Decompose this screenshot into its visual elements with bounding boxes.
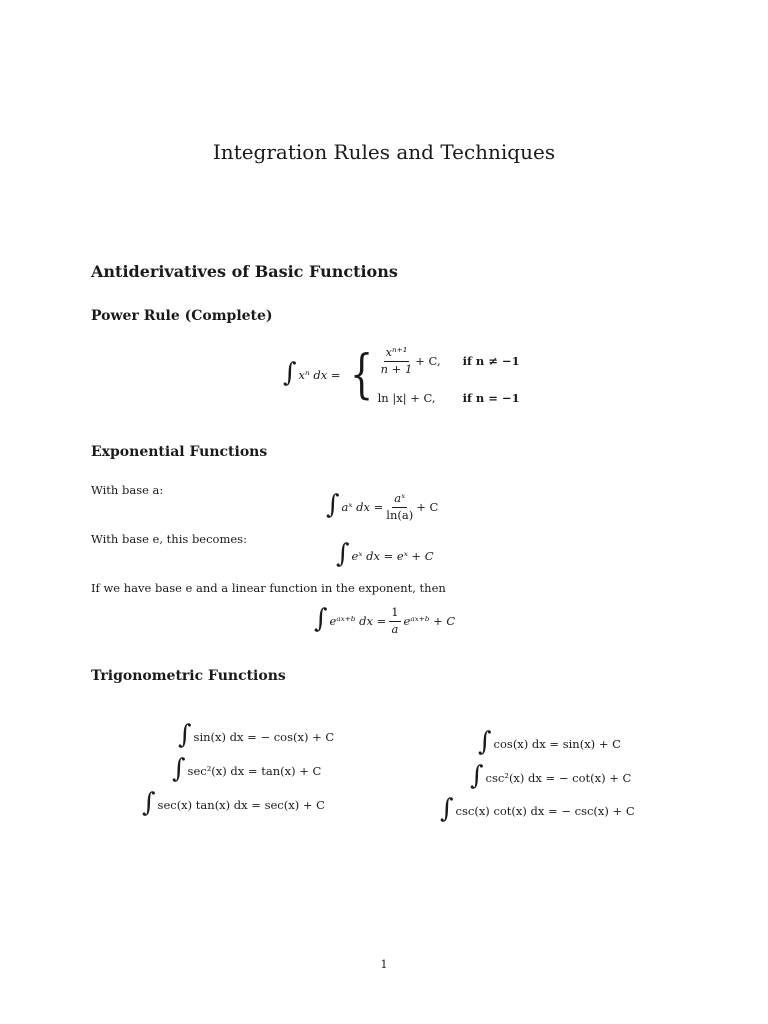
- power-rule-numerator: xⁿ⁺¹: [384, 346, 410, 362]
- power-rule-lhs: xⁿ dx =: [298, 368, 341, 383]
- trig-right-2: [470, 761, 632, 791]
- exp-eq1-denominator: ln(a): [386, 507, 414, 522]
- trig-left-1-text: sin(x) dx = − cos(x) + C: [193, 730, 335, 744]
- power-rule-case2-condition: if n = −1: [462, 390, 520, 405]
- exponential-text-linear: If we have base e and a linear function in the exponent, then: [91, 581, 446, 595]
- exponential-equation-base-a: [326, 492, 438, 523]
- exponential-text-base-a: With base a:: [91, 483, 164, 497]
- integral-symbol: ∫: [314, 604, 328, 635]
- trig-right-3-text: csc(x) cot(x) dx = − csc(x) + C: [455, 804, 635, 818]
- exponential-heading: Exponential Functions: [91, 444, 268, 460]
- exp-eq1-numerator: aˣ: [392, 492, 407, 508]
- trig-heading: Trigonometric Functions: [91, 668, 286, 684]
- power-rule-case1-condition: if n ≠ −1: [462, 354, 520, 369]
- power-rule-fraction: [381, 346, 413, 377]
- exp-eq1-lhs: aˣ dx =: [341, 500, 384, 515]
- exp-eq3-numerator: 1: [389, 606, 400, 622]
- integral-symbol: ∫: [178, 720, 192, 750]
- integral-symbol: ∫: [478, 727, 492, 757]
- power-rule-equation: [283, 346, 520, 405]
- integral-symbol: ∫: [283, 358, 297, 389]
- integral-symbol: ∫: [172, 754, 186, 784]
- integral-symbol: ∫: [326, 490, 340, 521]
- trig-right-2-text: csc²(x) dx = − cot(x) + C: [485, 771, 632, 785]
- trig-right-1-text: cos(x) dx = sin(x) + C: [493, 737, 621, 751]
- integral-symbol: ∫: [142, 788, 156, 818]
- trig-left-3-text: sec(x) tan(x) dx = sec(x) + C: [157, 798, 325, 812]
- exponential-text-base-e: With base e, this becomes:: [91, 532, 247, 546]
- trig-right-3: [440, 794, 635, 824]
- power-rule-denominator: n + 1: [380, 361, 413, 376]
- section-heading: Antiderivatives of Basic Functions: [91, 262, 398, 281]
- trig-left-1: [178, 720, 335, 750]
- trig-left-2: [172, 754, 322, 784]
- power-rule-cases: [378, 346, 520, 405]
- exp-eq1-tail: + C: [416, 500, 439, 515]
- exp-eq3-tail: eᵃˣ⁺ᵇ + C: [403, 614, 456, 629]
- exp-eq2: eˣ dx = eˣ + C: [351, 549, 434, 563]
- document-title: Integration Rules and Techniques: [212, 140, 556, 164]
- power-rule-case2-expression: ln |x| + C,: [377, 390, 436, 405]
- trig-left-3: [142, 788, 325, 818]
- exp-eq1-fraction: [386, 492, 413, 523]
- exp-eq3-denominator: a: [391, 621, 399, 636]
- power-rule-heading: Power Rule (Complete): [91, 308, 273, 324]
- trig-left-2-text: sec²(x) dx = tan(x) + C: [187, 764, 322, 778]
- exp-eq3-fraction: [389, 606, 400, 637]
- page-number: 1: [380, 958, 388, 971]
- exponential-equation-base-e: [336, 539, 434, 569]
- trig-right-1: [478, 727, 621, 757]
- left-brace: {: [349, 345, 373, 406]
- integral-symbol: ∫: [440, 794, 454, 824]
- integral-symbol: ∫: [470, 761, 484, 791]
- exp-eq3-lhs: eᵃˣ⁺ᵇ dx =: [329, 614, 387, 629]
- power-rule-case1-tail: + C,: [415, 354, 441, 369]
- integral-symbol: ∫: [336, 539, 350, 569]
- exponential-equation-linear: [314, 606, 455, 637]
